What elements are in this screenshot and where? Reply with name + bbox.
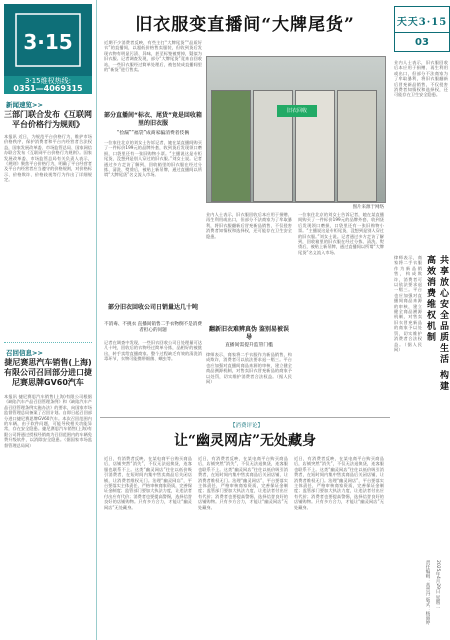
article-col4: 记者在调查中发现，一些旧衣回收公司日处理量可达几十吨，回收后的衣物经过简单分拣，品相好的被挑出，转手卖给直播商家。整个过程缺乏有效的清洗消毒环节，衣物可能携带细菌、螨虫等。 bbox=[104, 340, 202, 362]
article-col3: 业内人士表示，旧衣服回收后本应用于捐赠、再生利用或出口，但部分不法商家为了牟取暴利，将旧衣服翻新后冒充新品销售，不仅侵害消费者知情权和选择权，还可能存在卫生安全隐患。 bbox=[206, 212, 292, 239]
brief1-body: 本报讯 近日，为规范平台价格行为，维护市场价格秩序，保护消费者和平台内经营者合法权益，国家发展改革委、市场监管总局、国家网信办联合发布《互联网平台价格行为规则》。国家发展改革委、市场监管总局有关负责人表示，《规则》聚焦平台价格行为，明确了平台经营者及平台内经营者应当遵守的价格规则，对价格标示、价格欺诈、价格歧视等行为作出了详细规定。 bbox=[4, 134, 92, 183]
photo-caption: 图片来源于网络 bbox=[352, 205, 384, 210]
article-col6: 一位家住北京的刘女士告诉记者，她在某直播间购买了一件标价199元的品牌外套，收到货后发现领口磨损，口袋里还有一张旧购物小票。“主播说这是专柜尾货，没想到是别人穿过的旧衣服。”刘女士说。记者通过多方走访了解到，回收箱里的旧衣服在经过分拣、清洗、熨烫后，被贴上新吊牌，通过直播间以所谓“大牌尾货”名义流入市场。 bbox=[298, 212, 384, 255]
divider bbox=[4, 342, 92, 343]
footer-date: 2025年4月29日 星期二 bbox=[435, 560, 440, 609]
right-column bbox=[394, 0, 450, 640]
hotline-label: 3·15维权热线: bbox=[25, 77, 71, 85]
subhead-1: 部分直播间“标衣、尾货”竟是回收箱里的旧衣服 bbox=[104, 112, 202, 127]
right-article-bottom: 律师表示，商家将二手衣服作为新品销售，构成欺诈，消费者可以依法要求退一赔三。平台也应加强对直播间商品来源的审核，建立健全商品溯源机制，对售卖旧衣冒充新品的商家予以处罚，切实维护消费者合法权益。（据人民网） bbox=[394, 255, 422, 352]
opinion-col2: 近日，有消费者反映，在某电商平台购买商品后，店铺突然“消失”，不仅无法退换货，连客服也联系不上。这类“幽灵网店”往往以低价吸引消费者，在短时间内集中售卖商品后关闭店铺，让消费者维权无门。治理“幽灵网店”，平台要落实主体责任，严格审核商家资质，完善保证金制度；监管部门要加大执法力度，让违法者付出应有代价；消费者也要提高警惕，选择信誉良好的店铺购物。只有多方合力，才能让“幽灵网店”无处藏身。 bbox=[198, 456, 288, 510]
brief2-title: 捷尼赛思汽车销售(上海)有限公司召回部分进口捷尼赛思牌GV60汽车 bbox=[4, 358, 92, 387]
page-number: 03 bbox=[395, 32, 449, 48]
brief1-title: 三部门联合发布《互联网平台价格行为规则》 bbox=[4, 110, 92, 129]
main-content bbox=[100, 0, 390, 640]
news-photo bbox=[206, 56, 386, 203]
opinion-col3: 近日，有消费者反映，在某电商平台购买商品后，店铺突然“消失”，不仅无法退换货，连客服也联系不上。这类“幽灵网店”往往以低价吸引消费者，在短时间内集中售卖商品后关闭店铺，让消费者维权无门。治理“幽灵网店”，平台要落实主体责任，严格审核商家资质，完善保证金制度；监管部门要加大执法力度，让违法者付出应有代价；消费者也要提高警惕，选择信誉良好的店铺购物。只有多方合力，才能让“幽灵网店”无处藏身。 bbox=[294, 456, 384, 510]
section-news-brief: 新闻速览>> bbox=[6, 101, 43, 109]
logo-text: 3·15 bbox=[23, 30, 73, 54]
photo-cabinet bbox=[337, 90, 377, 202]
hotline-number: 0351—4069315 bbox=[13, 84, 83, 93]
slogan-banner bbox=[424, 255, 446, 400]
opinion-col1: 近日，有消费者反映，在某电商平台购买商品后，店铺突然“消失”，不仅无法退换货，连客服也联系不上。这类“幽灵网店”往往以低价吸引消费者，在短时间内集中售卖商品后关闭店铺，让消费者维权无门。治理“幽灵网店”，平台要落实主体责任，严格审核商家资质，完善保证金制度；监管部门要加大执法力度，让违法者付出应有代价；消费者也要提高警惕，选择信誉良好的店铺购物。只有多方合力，才能让“幽灵网店”无处藏身。 bbox=[104, 456, 192, 510]
left-column bbox=[0, 0, 97, 640]
brief2-body: 本报讯 捷尼赛思汽车销售(上海)有限公司根据《缺陷汽车产品召回管理条例》和《缺陷汽车产品召回管理条例实施办法》的要求，向国家市场监督管理总局备案了召回计划。自即日起召回部分进口捷尼赛思牌GV60汽车。本次召回范围内的车辆，由于软件问题，可能导致相关功能异常，存在安全隐患。捷尼赛思汽车销售(上海)有限公司将通过授权经销商为召回范围内的车辆免费升级软件，以消除安全隐患。（据国家市场监督管理总局网） bbox=[4, 394, 92, 448]
opinion-divider bbox=[100, 417, 390, 418]
photo-cabinet bbox=[211, 90, 251, 202]
article-col2: 一位家住北京的刘女士告诉记者，她在某直播间购买了一件标价199元的品牌外套，收到货后发现领口磨损，口袋里还有一张旧购物小票。“主播说这是专柜尾货，没想到是别人穿过的旧衣服。”刘女士说。记者通过多方走访了解到，回收箱里的旧衣服在经过分拣、清洗、熨烫后，被贴上新吊牌，通过直播间以所谓“大牌尾货”名义流入市场。 bbox=[104, 140, 202, 178]
main-headline: 旧衣服变直播间“大牌尾货” bbox=[135, 15, 355, 35]
subhead-3b: 直播间需提升监管门槛 bbox=[225, 343, 273, 348]
right-article-top: 业内人士表示，旧衣服回收后本应用于捐赠、再生利用或出口，但部分不法商家为了牟取暴利，将旧衣服翻新后冒充新品销售，不仅侵害消费者知情权和选择权，还可能存在卫生安全隐患。 bbox=[394, 60, 448, 98]
315-logo bbox=[4, 4, 92, 76]
315-logo-graphic bbox=[4, 4, 92, 76]
hotline-box bbox=[4, 76, 92, 94]
subhead-2: 部分旧衣回收公司日销量达几十吨 bbox=[107, 304, 198, 311]
page-footer bbox=[394, 560, 450, 632]
opinion-headline: 让“幽灵网店”无处藏身 bbox=[173, 433, 317, 449]
subhead-2b: 不消毒、不挑衣 直播间销售二手衣物倒不是消费者担心的问题 bbox=[104, 322, 202, 333]
slogan-text: 共享放心安全品质生活 构建高效消费维权机制 bbox=[425, 255, 448, 393]
page-title: 天天3·15 bbox=[396, 17, 448, 28]
section-recall: 召回信息>> bbox=[6, 349, 43, 357]
subhead-3: 翻新旧衣难辨真伪 鉴别易被误导 bbox=[208, 326, 290, 341]
opinion-tag: 【消费评论】 bbox=[230, 423, 264, 429]
subhead-1b: “捡漏”“福袋”成商家骗消费者伎俩 bbox=[116, 131, 190, 136]
footer-editor: 责任编辑：高晋丹 版式：杨丽婷 bbox=[425, 560, 430, 625]
article-col1: 近期不少消费者反映，有些主打“大牌尾货”“品质好衣”的直播间，以超低价格售卖服装，但收到货后发现衣物有明显污渍、异味，甚至标签被剪掉，疑似为旧衣服。记者调查发现，部分“大牌尾货”竟来自回收站，一些旧衣服经过简单处理后，被包装成直播间里的“新货”进行售卖。 bbox=[104, 40, 202, 73]
photo-sign: 旧衣回收 bbox=[277, 105, 317, 117]
article-col5: 律师表示，商家将二手衣服作为新品销售，构成欺诈，消费者可以依法要求退一赔三。平台也应加强对直播间商品来源的审核，建立健全商品溯源机制，对售卖旧衣冒充新品的商家予以处罚，切实维护消费者合法权益。（据人民网） bbox=[206, 352, 292, 385]
page-header-box bbox=[394, 6, 450, 52]
